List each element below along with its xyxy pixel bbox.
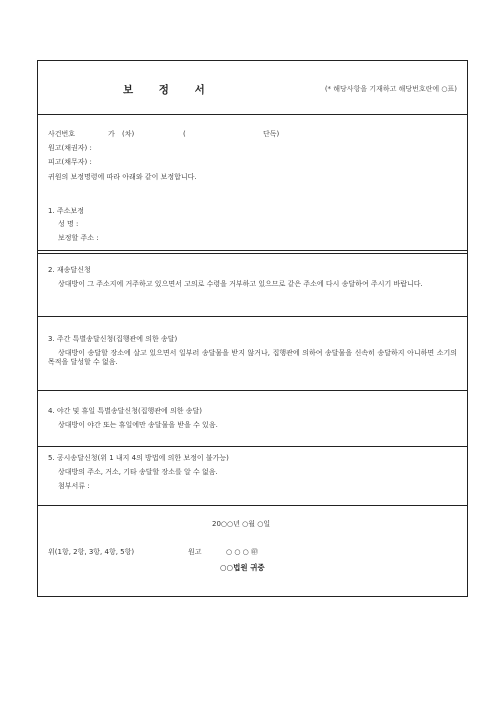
section-daytime-special	[38, 317, 467, 391]
section-3-heading: 3. 주간 특별송달신청(집행관에 의한 송달)	[48, 335, 178, 343]
items-line: 위(1항, 2항, 3항, 4항, 5항)	[48, 548, 135, 556]
section-2-heading: 2. 재송달신청	[48, 266, 91, 274]
section-5-body: 상대방의 주소, 거소, 기타 송달할 장소를 알 수 없음.	[58, 468, 218, 476]
section-4-body: 상대방이 야간 또는 휴일에만 송달물을 받을 수 있음.	[58, 421, 218, 429]
case-ga: 가	[108, 130, 115, 138]
section-2-body: 상대방이 그 주소지에 거주하고 있으면서 고의로 수령을 거부하고 있으므로 같은 주소에 다시 송달하여 주시기 바랍니다.	[58, 280, 423, 288]
section-night-holiday	[38, 391, 467, 447]
plaintiff-signature-name: ○ ○ ○ ㊞	[226, 548, 258, 556]
form-title: 보 정 서	[123, 84, 216, 96]
defendant-line: 피고(채무자) :	[48, 158, 92, 166]
case-number-label: 사건번호	[48, 130, 76, 138]
court-addressee: ○○법원 귀중	[220, 563, 265, 572]
section-redelivery	[38, 254, 467, 317]
plaintiff-signature-label: 원고	[188, 548, 202, 556]
plaintiff-line: 원고(채권자) :	[48, 144, 92, 152]
title-section	[38, 61, 467, 115]
case-cha: (차)	[122, 130, 135, 138]
section-public-notice	[38, 447, 467, 506]
section-3-body: 상대방이 송달할 장소에 살고 있으면서 일부러 송달물을 받지 않거나, 집행관에 의하여 송달물을 신속히 송달하지 아니하면 소기의 목적을 달성할 수 없음.	[48, 349, 457, 367]
signature-section	[38, 506, 467, 596]
section-4-heading: 4. 야간 및 휴일 특별송달신청(집행관에 의한 송달)	[48, 407, 202, 415]
section-address-correction	[38, 197, 467, 254]
correction-form	[37, 60, 468, 597]
instruction-note: (* 해당사항을 기재하고 해당번호란에 ○표)	[324, 85, 457, 93]
case-paren: (	[183, 130, 186, 138]
section-1-heading: 1. 주소보정	[48, 207, 84, 215]
attachments-label: 첨부서류 :	[58, 482, 90, 490]
case-dandok: 단독)	[263, 130, 280, 138]
address-label: 보정할 주소 :	[58, 234, 99, 242]
name-label: 성 명 :	[58, 220, 79, 228]
instruction-line: 귀원의 보정명령에 따라 아래와 같이 보정합니다.	[48, 173, 197, 181]
date-line: 20○○년 ○월 ○일	[212, 520, 271, 528]
section-5-heading: 5. 공시송달신청(위 1 내지 4의 방법에 의한 보정이 불가능)	[48, 454, 229, 462]
